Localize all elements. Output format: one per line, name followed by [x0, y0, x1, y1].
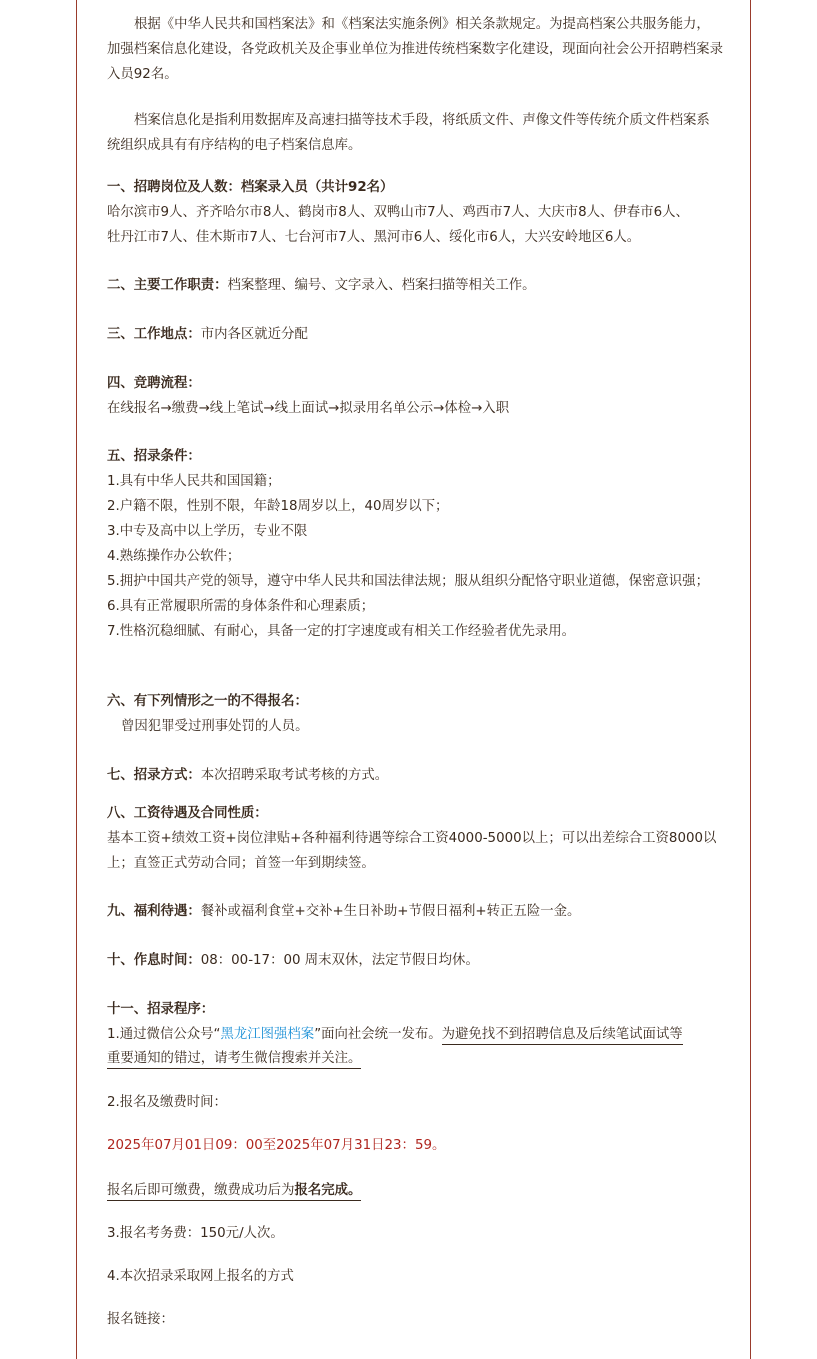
salary-text: 基本工资+绩效工资+岗位津贴+各种福利待遇等综合工资4000-5000以上；可以出差综合工资8000以上；直签正式劳动合同；首签一年到期续签。 [107, 831, 717, 871]
list-item: 6.具有正常履职所需的身体条件和心理素质； [107, 599, 375, 614]
section-heading: 八、工资待遇及合同性质： [107, 806, 268, 821]
hours-text: 08：00-17：00 周末双休，法定节假日均休。 [200, 953, 479, 968]
section-procedure [107, 997, 723, 1071]
section-heading: 九、福利待遇： [107, 904, 201, 919]
section-heading: 七、招录方式： [107, 768, 201, 783]
process-text: 在线报名→缴费→线上笔试→线上面试→拟录用名单公示→体检→入职 [107, 401, 510, 416]
procedure-item-1-cont: 重要通知的错过，请考生微信搜索并关注。 [107, 1046, 723, 1071]
wechat-account-link[interactable]: 黑龙江图强档案 [220, 1027, 315, 1042]
list-item: 2.户籍不限，性别不限，年龄18周岁以上，40周岁以下； [107, 499, 449, 514]
section-benefits [107, 899, 723, 924]
procedure-item-1: 1.通过微信公众号“黑龙江图强档案”面向社会统一发布。为避免找不到招聘信息及后续笔试面试等 [107, 1022, 723, 1047]
section-duties [107, 273, 723, 298]
section-heading: 四、竞聘流程： [107, 376, 201, 391]
section-process [107, 371, 723, 421]
section-heading: 十、作息时间： [107, 953, 201, 968]
follow-notice: 为避免找不到招聘信息及后续笔试面试等 [442, 1027, 683, 1045]
section-method [107, 763, 723, 788]
list-item: 4.熟练操作办公软件； [107, 549, 241, 564]
registration-link-label: 报名链接： [107, 1312, 174, 1327]
section-location [107, 322, 723, 347]
payment-notice: 报名后即可缴费，缴费成功后为报名完成。 [107, 1178, 723, 1203]
section-heading: 十一、招录程序： [107, 1002, 215, 1017]
section-heading: 六、有下列情形之一的不得报名： [107, 694, 308, 709]
positions-line-1: 哈尔滨市9人、齐齐哈尔市8人、鹤岗市8人、双鸭山市7人、鸡西市7人、大庆市8人、伊春市6人、 [107, 205, 689, 220]
procedure-item-3: 3.报名考务费：150元/人次。 [107, 1226, 284, 1241]
section-requirements [107, 444, 723, 644]
section-exclusions [107, 689, 723, 739]
method-text: 本次招聘采取考试考核的方式。 [200, 768, 389, 783]
registration-time-range: 2025年07月01日09：00至2025年07月31日23：59。 [107, 1138, 446, 1153]
location-text: 市内各区就近分配 [200, 327, 308, 342]
section-positions [107, 175, 723, 250]
intro-paragraph-2: 档案信息化是指利用数据库及高速扫描等技术手段，将纸质文件、声像文件等传统介质文件档案系统组织成具有有序结构的电子档案信息库。 [107, 113, 710, 153]
procedure-item-2: 2.报名及缴费时间： [107, 1095, 227, 1110]
exclusions-text: 曾因犯罪受过刑事处罚的人员。 [121, 719, 309, 734]
procedure-item-4: 4.本次招录采取网上报名的方式 [107, 1269, 294, 1284]
section-heading: 五、招录条件： [107, 449, 201, 464]
intro-paragraph-1: 根据《中华人民共和国档案法》和《档案法实施条例》相关条款规定。为提高档案公共服务能力，加强档案信息化建设，各党政机关及企事业单位为推进传统档案数字化建设，现面向社会公开招聘档案录入员92名。 [107, 17, 723, 82]
benefits-text: 餐补或福利食堂+交补+生日补助+节假日福利+转正五险一金。 [200, 904, 581, 919]
section-heading: 二、主要工作职责： [107, 278, 228, 293]
duties-text: 档案整理、编号、文字录入、档案扫描等相关工作。 [227, 278, 536, 293]
list-item: 5.拥护中国共产党的领导，遵守中华人民共和国法律法规；服从组织分配恪守职业道德，保密意识强； [107, 574, 709, 589]
section-heading: 三、工作地点： [107, 327, 201, 342]
list-item: 7.性格沉稳细腻、有耐心，具备一定的打字速度或有相关工作经验者优先录用。 [107, 624, 576, 639]
section-heading: 一、招聘岗位及人数：档案录入员（共计92名） [107, 180, 394, 195]
section-salary [107, 801, 723, 876]
section-hours [107, 948, 723, 973]
list-item: 1.具有中华人民共和国国籍； [107, 474, 281, 489]
positions-line-2: 牡丹江市7人、佳木斯市7人、七台河市7人、黑河市6人、绥化市6人，大兴安岭地区6人。 [107, 230, 641, 245]
list-item: 3.中专及高中以上学历，专业不限 [107, 524, 308, 539]
